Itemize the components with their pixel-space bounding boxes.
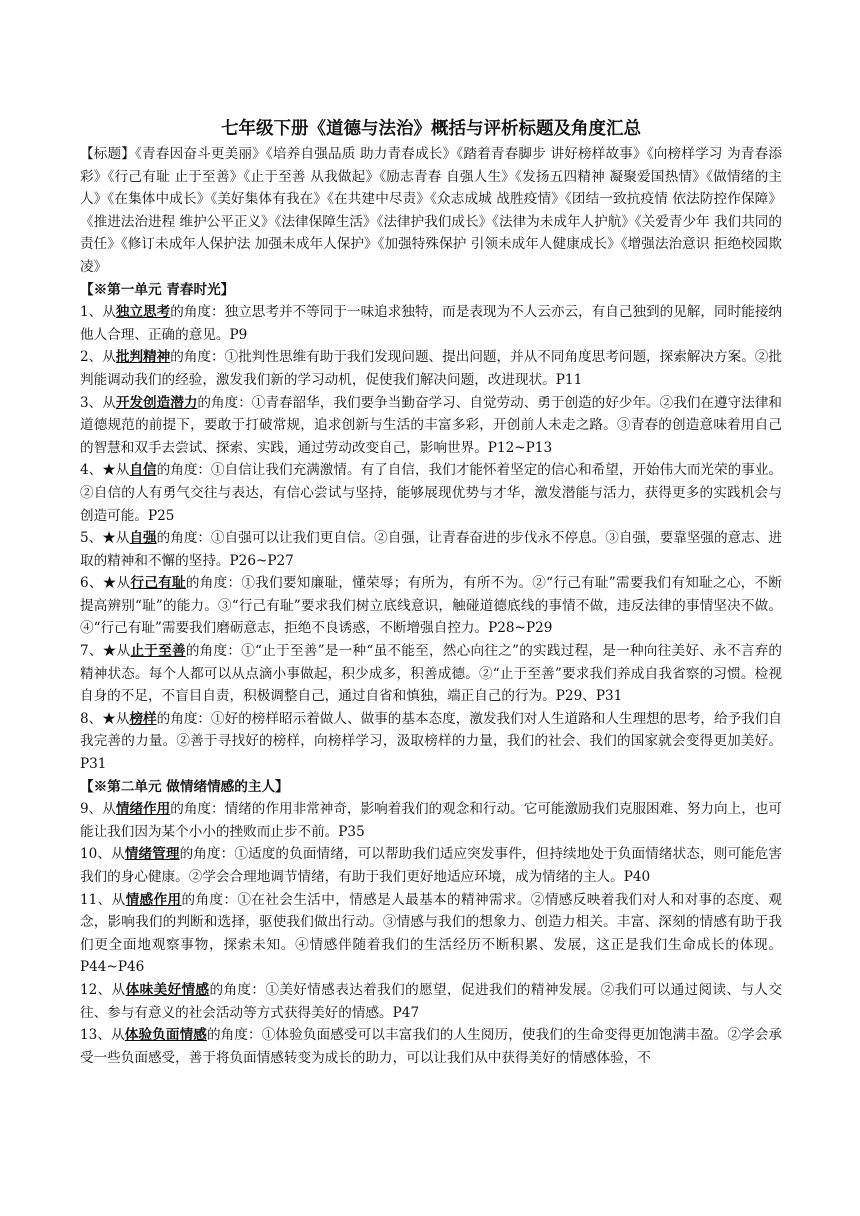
- list-item: [80, 798, 782, 843]
- item-text: 的角度：①美好情感表达着我们的愿望，促进我们的精神发展。②我们可以通过阅读、与人交往、参与有意义的社会活动等方式获得美好的情感。P47: [80, 981, 782, 1021]
- unit-2-heading: 【※第二单元 做情绪情感的主人】: [80, 778, 289, 795]
- item-prefix: 6、★从: [80, 575, 131, 592]
- item-keyword: 自强: [129, 530, 157, 547]
- item-keyword: 情绪作用: [115, 801, 171, 818]
- list-item: [80, 527, 782, 572]
- item-keyword: 独立思考: [115, 304, 171, 321]
- item-text: 的角度：①批判性思维有助于我们发现问题、提出问题，并从不同角度思考问题，探索解决方案。②批判能调动我们的经验，激发我们新的学习动机，促使我们解决问题，改进现状。P11: [80, 349, 783, 388]
- item-prefix: 3、从: [80, 394, 116, 411]
- item-text: 的角度：①适度的负面情绪，可以帮助我们适应突发事件，但持续地处于负面情绪状态，则可能危害我们的身心健康。②学会合理地调节情绪，有助于我们更好地适应环境，成为情绪的主人。P40: [80, 846, 782, 885]
- headings-label: 【标题】: [80, 146, 136, 162]
- item-keyword: 体验负面情感: [124, 1027, 207, 1044]
- item-text: 的角度：①在社会生活中，情感是人最基本的精神需求。②情感反映着我们对人和对事的态度、观念，影响我们的判断和选择，驱使我们做出行动。③情感与我们的想象力、创造力相关。丰富、深刻的情感有助于我们更全面地观察事物，探索未知。④情感伴随着我们的生活经历不断积累、发展，这正是我们生命成长的体现。P44~P46: [80, 891, 782, 976]
- item-prefix: 1、从: [80, 304, 116, 321]
- item-prefix: 13、从: [80, 1027, 125, 1044]
- unit-1-heading: 【※第一单元 青春时光】: [80, 281, 235, 298]
- list-item: [80, 843, 782, 888]
- item-text: 的角度：①我们要知廉耻，懂荣辱；有所为，有所不为。②“行己有耻”需要我们有知耻之心，不断提高辨别“耻”的能力。③“行己有耻”要求我们树立底线意识，触碰道德底线的事情不做，违反法律的事情坚决不做。④“行己有耻”需要我们磨砺意志，拒绝不良诱惑，不断增强自控力。P28~P29: [80, 575, 782, 637]
- item-text: 的角度：情绪的作用非常神奇，影响着我们的观念和行动。它可能激励我们克服困难、努力向上，也可能让我们因为某个小小的挫败而止步不前。P35: [80, 801, 783, 840]
- list-item: [80, 889, 782, 979]
- item-keyword: 体味美好情感: [125, 981, 210, 998]
- item-keyword: 止于至善: [130, 643, 186, 660]
- list-item: [80, 301, 782, 346]
- item-prefix: 7、★从: [80, 643, 131, 660]
- item-prefix: 5、★从: [80, 530, 130, 547]
- document-page: [80, 116, 782, 1069]
- list-item: [80, 640, 782, 708]
- item-text: 的角度：①自强可以让我们更自信。②自强，让青春奋进的步伐永不停息。③自强，要靠坚强的意志、进取的精神和不懈的坚持。P26~P27: [80, 530, 783, 569]
- item-prefix: 4、★从: [80, 462, 130, 479]
- item-keyword: 批判精神: [115, 349, 171, 366]
- list-item: [80, 392, 782, 460]
- item-prefix: 12、从: [80, 981, 126, 998]
- item-text: 的角度：①青春韶华，我们要争当勤奋学习、自觉劳动、勇于创造的好少年。②我们在遵守法律和道德规范的前提下，要敢于打破常规，追求创新与生活的丰富多彩，开创前人未走之路。③青春的创造意味着用自己的智慧和双手去尝试、探索、实践，通过劳动改变自己，影响世界。P12~P13: [80, 394, 783, 456]
- item-prefix: 11、从: [80, 891, 126, 908]
- document-title: 七年级下册《道德与法治》概括与评析标题及角度汇总: [221, 119, 641, 139]
- item-keyword: 情绪管理: [124, 846, 180, 863]
- list-item: [80, 708, 782, 776]
- list-item: [80, 1024, 782, 1069]
- headings-paragraph: [80, 143, 782, 279]
- item-text: 的角度：①体验负面感受可以丰富我们的人生阅历，使我们的生命变得更加饱满丰盈。②学会承受一些负面感受，善于将负面情感转变为成长的助力，可以让我们从中获得美好的情感体验，不: [80, 1027, 783, 1066]
- item-keyword: 情感作用: [125, 891, 182, 908]
- item-text: 的角度：①自信让我们充满激情。有了自信，我们才能怀着坚定的信心和希望，开始伟大而光荣的事业。②自信的人有勇气交往与表达，有信心尝试与坚持，能够展现优势与才华，激发潜能与活力，获得更多的实践机会与创造可能。P25: [80, 462, 783, 524]
- item-keyword: 榜样: [129, 710, 157, 727]
- item-text: 的角度：①“止于至善”是一种“虽不能至，然心向往之”的实践过程，是一种向往美好、永不言弃的精神状态。每个人都可以从点滴小事做起，积少成多，积善成德。②“止于至善”要求我们养成自我省察的习惯。检视自身的不足，不盲目自责，积极调整自己，通过自省和慎独，端正自己的行为。P29、P31: [80, 643, 783, 705]
- item-keyword: 行己有耻: [130, 575, 186, 592]
- item-prefix: 9、从: [80, 801, 116, 818]
- list-item: [80, 459, 782, 527]
- item-keyword: 自信: [129, 462, 157, 479]
- item-keyword: 开发创造潜力: [115, 394, 198, 411]
- item-text: 的角度：独立思考并不等同于一味追求独特，而是表现为不人云亦云，有自己独到的见解，同时能接纳他人合理、正确的意见。P9: [80, 304, 783, 343]
- list-item: [80, 572, 782, 640]
- list-item: [80, 979, 782, 1024]
- item-text: 的角度：①好的榜样昭示着做人、做事的基本态度，激发我们对人生道路和人生理想的思考，给予我们自我完善的力量。②善于寻找好的榜样，向榜样学习，汲取榜样的力量，我们的社会、我们的国家就会变得更加美好。P31: [80, 710, 783, 773]
- item-prefix: 10、从: [80, 846, 125, 863]
- headings-text: 《青春因奋斗更美丽》《培养自强品质 助力青春成长》《踏着青春脚步 讲好榜样故事》《向榜样学习 为青春添彩》《行己有耻 止于至善》《止于至善 从我做起》《励志青春 自强人生》《发扬五四精神 凝聚爱国热情》《做情绪的主人》《在集体中成长》《美好集体有我在》《在共建中尽责》《众志成城 战胜疫情》《团结一致抗疫情 依法防控作保障》《推进法治进程 维护公平正义》《法律保障生活》《法律护我们成长》《法律为未成年人护航》《关爱青少年 我们共同的责任》《修订未成年人保护法 加强未成年人保护》《加强特殊保护 引领未成年人健康成长》《增强法治意识 拒绝校园欺凌》: [80, 146, 783, 275]
- list-item: [80, 346, 782, 391]
- item-prefix: 8、★从: [80, 710, 130, 727]
- item-prefix: 2、从: [80, 349, 116, 366]
